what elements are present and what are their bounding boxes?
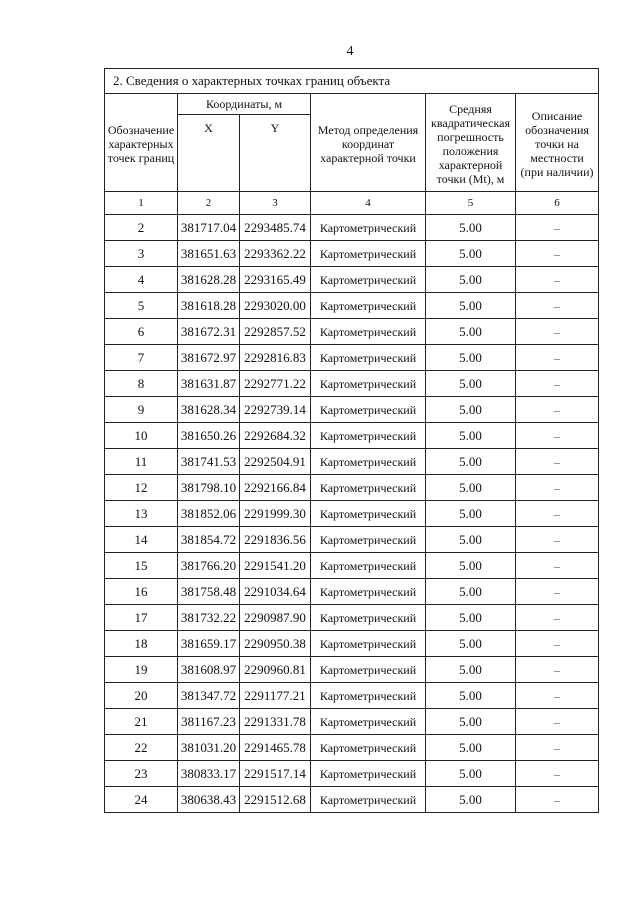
- point-number-cell: 24: [105, 787, 178, 813]
- description-cell: –: [516, 501, 599, 527]
- error-cell: 5.00: [426, 267, 516, 293]
- header-x: X: [178, 115, 240, 192]
- coordinate-y-cell: 2292684.32: [240, 423, 311, 449]
- coordinate-x-cell: 381618.28: [178, 293, 240, 319]
- point-number-cell: 19: [105, 657, 178, 683]
- coordinate-x-cell: 381347.72: [178, 683, 240, 709]
- coordinate-x-cell: 380638.43: [178, 787, 240, 813]
- point-number-cell: 4: [105, 267, 178, 293]
- coordinate-x-cell: 381741.53: [178, 449, 240, 475]
- coordinate-y-cell: 2291836.56: [240, 527, 311, 553]
- coordinate-x-cell: 381628.28: [178, 267, 240, 293]
- table-row: [105, 787, 599, 813]
- error-cell: 5.00: [426, 319, 516, 345]
- table-row: [105, 735, 599, 761]
- coordinate-x-cell: 381732.22: [178, 605, 240, 631]
- header-description: Описание обозначения точки на местности (при наличии): [516, 94, 599, 192]
- coordinate-x-cell: 381672.97: [178, 345, 240, 371]
- error-cell: 5.00: [426, 501, 516, 527]
- table-row: [105, 215, 599, 241]
- method-cell: Картометрический: [311, 371, 426, 397]
- table-row: [105, 761, 599, 787]
- coordinate-x-cell: 381631.87: [178, 371, 240, 397]
- method-cell: Картометрический: [311, 423, 426, 449]
- description-cell: –: [516, 683, 599, 709]
- coordinate-x-cell: 381852.06: [178, 501, 240, 527]
- boundary-points-table: [104, 68, 599, 813]
- table-row: [105, 449, 599, 475]
- column-number: 5: [426, 192, 516, 215]
- point-number-cell: 11: [105, 449, 178, 475]
- point-number-cell: 13: [105, 501, 178, 527]
- point-number-cell: 3: [105, 241, 178, 267]
- table-row: [105, 475, 599, 501]
- coordinate-y-cell: 2291517.14: [240, 761, 311, 787]
- point-number-cell: 7: [105, 345, 178, 371]
- table-row: [105, 657, 599, 683]
- method-cell: Картометрический: [311, 761, 426, 787]
- error-cell: 5.00: [426, 527, 516, 553]
- description-cell: –: [516, 345, 599, 371]
- error-cell: 5.00: [426, 345, 516, 371]
- coordinate-y-cell: 2293362.22: [240, 241, 311, 267]
- coordinate-x-cell: 381167.23: [178, 709, 240, 735]
- coordinate-y-cell: 2293485.74: [240, 215, 311, 241]
- column-number: 6: [516, 192, 599, 215]
- description-cell: –: [516, 527, 599, 553]
- coordinate-y-cell: 2293165.49: [240, 267, 311, 293]
- coordinate-y-cell: 2291331.78: [240, 709, 311, 735]
- table-row: [105, 267, 599, 293]
- coordinate-y-cell: 2291541.20: [240, 553, 311, 579]
- error-cell: 5.00: [426, 579, 516, 605]
- section-title: 2. Сведения о характерных точках границ объекта: [105, 69, 599, 94]
- description-cell: –: [516, 423, 599, 449]
- method-cell: Картометрический: [311, 345, 426, 371]
- method-cell: Картометрический: [311, 475, 426, 501]
- method-cell: Картометрический: [311, 735, 426, 761]
- error-cell: 5.00: [426, 657, 516, 683]
- table-row: [105, 501, 599, 527]
- coordinate-x-cell: 381854.72: [178, 527, 240, 553]
- header-method: Метод определения координат характерной точки: [311, 94, 426, 192]
- point-number-cell: 5: [105, 293, 178, 319]
- coordinate-x-cell: 381766.20: [178, 553, 240, 579]
- error-cell: 5.00: [426, 683, 516, 709]
- page-number: 4: [346, 44, 354, 59]
- point-number-cell: 20: [105, 683, 178, 709]
- point-number-cell: 23: [105, 761, 178, 787]
- coordinate-y-cell: 2290960.81: [240, 657, 311, 683]
- coordinate-y-cell: 2291177.21: [240, 683, 311, 709]
- header-error: Средняя квадратическая погрешность положения характерной точки (Mt), м: [426, 94, 516, 192]
- table-row: [105, 605, 599, 631]
- error-cell: 5.00: [426, 605, 516, 631]
- description-cell: –: [516, 631, 599, 657]
- description-cell: –: [516, 319, 599, 345]
- error-cell: 5.00: [426, 631, 516, 657]
- coordinate-y-cell: 2292816.83: [240, 345, 311, 371]
- description-cell: –: [516, 761, 599, 787]
- coordinate-y-cell: 2291465.78: [240, 735, 311, 761]
- table-row: [105, 423, 599, 449]
- table-row: [105, 345, 599, 371]
- description-cell: –: [516, 215, 599, 241]
- method-cell: Картометрический: [311, 215, 426, 241]
- method-cell: Картометрический: [311, 657, 426, 683]
- method-cell: Картометрический: [311, 293, 426, 319]
- coordinate-x-cell: 381628.34: [178, 397, 240, 423]
- header-coordinates: Координаты, м: [178, 94, 311, 115]
- coordinate-x-cell: 381650.26: [178, 423, 240, 449]
- coordinate-x-cell: 381659.17: [178, 631, 240, 657]
- description-cell: –: [516, 579, 599, 605]
- point-number-cell: 15: [105, 553, 178, 579]
- method-cell: Картометрический: [311, 605, 426, 631]
- method-cell: Картометрический: [311, 631, 426, 657]
- section-title-row: [105, 69, 599, 94]
- point-number-cell: 8: [105, 371, 178, 397]
- point-number-cell: 18: [105, 631, 178, 657]
- description-cell: –: [516, 657, 599, 683]
- column-number: 3: [240, 192, 311, 215]
- table-row: [105, 631, 599, 657]
- coordinate-y-cell: 2292166.84: [240, 475, 311, 501]
- description-cell: –: [516, 605, 599, 631]
- table-row: [105, 683, 599, 709]
- description-cell: –: [516, 397, 599, 423]
- table-row: [105, 371, 599, 397]
- error-cell: 5.00: [426, 371, 516, 397]
- table-body: [105, 69, 599, 813]
- coordinate-x-cell: 381758.48: [178, 579, 240, 605]
- method-cell: Картометрический: [311, 241, 426, 267]
- column-number: 2: [178, 192, 240, 215]
- coordinate-x-cell: 381717.04: [178, 215, 240, 241]
- coordinate-y-cell: 2293020.00: [240, 293, 311, 319]
- description-cell: –: [516, 553, 599, 579]
- table-row: [105, 553, 599, 579]
- method-cell: Картометрический: [311, 709, 426, 735]
- table-row: [105, 397, 599, 423]
- column-number: 4: [311, 192, 426, 215]
- error-cell: 5.00: [426, 475, 516, 501]
- header-row: [105, 94, 599, 115]
- method-cell: Картометрический: [311, 553, 426, 579]
- coordinate-x-cell: 381798.10: [178, 475, 240, 501]
- description-cell: –: [516, 709, 599, 735]
- coordinate-y-cell: 2292771.22: [240, 371, 311, 397]
- coordinate-y-cell: 2292739.14: [240, 397, 311, 423]
- point-number-cell: 2: [105, 215, 178, 241]
- column-number: 1: [105, 192, 178, 215]
- table-row: [105, 293, 599, 319]
- error-cell: 5.00: [426, 423, 516, 449]
- point-number-cell: 21: [105, 709, 178, 735]
- coordinate-y-cell: 2291512.68: [240, 787, 311, 813]
- coordinate-x-cell: 381651.63: [178, 241, 240, 267]
- method-cell: Картометрический: [311, 501, 426, 527]
- header-designation: Обозначение характерных точек границ: [105, 94, 178, 192]
- error-cell: 5.00: [426, 293, 516, 319]
- error-cell: 5.00: [426, 449, 516, 475]
- coordinate-y-cell: 2290987.90: [240, 605, 311, 631]
- coordinate-y-cell: 2292504.91: [240, 449, 311, 475]
- method-cell: Картометрический: [311, 397, 426, 423]
- description-cell: –: [516, 787, 599, 813]
- description-cell: –: [516, 735, 599, 761]
- error-cell: 5.00: [426, 709, 516, 735]
- method-cell: Картометрический: [311, 527, 426, 553]
- description-cell: –: [516, 475, 599, 501]
- method-cell: Картометрический: [311, 787, 426, 813]
- coordinate-x-cell: 380833.17: [178, 761, 240, 787]
- point-number-cell: 16: [105, 579, 178, 605]
- error-cell: 5.00: [426, 215, 516, 241]
- error-cell: 5.00: [426, 397, 516, 423]
- error-cell: 5.00: [426, 553, 516, 579]
- method-cell: Картометрический: [311, 683, 426, 709]
- description-cell: –: [516, 449, 599, 475]
- method-cell: Картометрический: [311, 319, 426, 345]
- coordinate-y-cell: 2291999.30: [240, 501, 311, 527]
- table-row: [105, 579, 599, 605]
- table-row: [105, 527, 599, 553]
- point-number-cell: 12: [105, 475, 178, 501]
- point-number-cell: 22: [105, 735, 178, 761]
- method-cell: Картометрический: [311, 579, 426, 605]
- description-cell: –: [516, 371, 599, 397]
- table-row: [105, 241, 599, 267]
- error-cell: 5.00: [426, 787, 516, 813]
- point-number-cell: 17: [105, 605, 178, 631]
- point-number-cell: 14: [105, 527, 178, 553]
- point-number-cell: 6: [105, 319, 178, 345]
- error-cell: 5.00: [426, 735, 516, 761]
- header-y: Y: [240, 115, 311, 192]
- coordinate-y-cell: 2292857.52: [240, 319, 311, 345]
- table-row: [105, 709, 599, 735]
- error-cell: 5.00: [426, 241, 516, 267]
- point-number-cell: 10: [105, 423, 178, 449]
- method-cell: Картометрический: [311, 449, 426, 475]
- column-number-row: [105, 192, 599, 215]
- coordinate-y-cell: 2290950.38: [240, 631, 311, 657]
- coordinate-y-cell: 2291034.64: [240, 579, 311, 605]
- description-cell: –: [516, 241, 599, 267]
- coordinate-x-cell: 381608.97: [178, 657, 240, 683]
- method-cell: Картометрический: [311, 267, 426, 293]
- description-cell: –: [516, 293, 599, 319]
- error-cell: 5.00: [426, 761, 516, 787]
- coordinate-x-cell: 381672.31: [178, 319, 240, 345]
- coordinate-x-cell: 381031.20: [178, 735, 240, 761]
- description-cell: –: [516, 267, 599, 293]
- table-row: [105, 319, 599, 345]
- point-number-cell: 9: [105, 397, 178, 423]
